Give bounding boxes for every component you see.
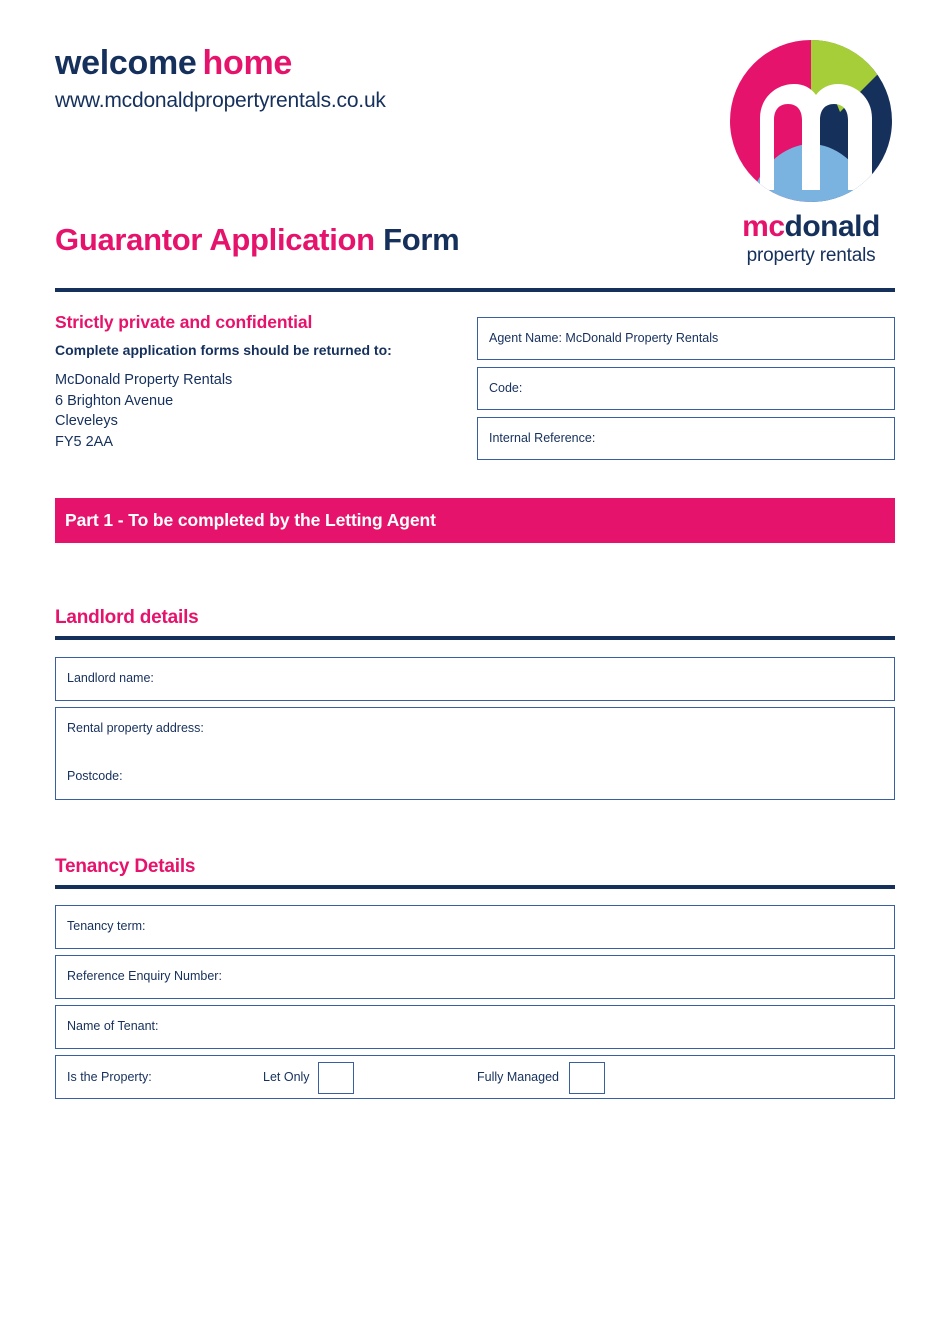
confidential-subheading: Complete application forms should be returned to: <box>55 342 392 358</box>
address-line: Cleveleys <box>55 413 118 430</box>
logo-tagline: property rentals <box>746 245 876 266</box>
property-type-row <box>55 1055 895 1099</box>
tenancy-term-label: Tenancy term: <box>67 919 146 933</box>
company-logo <box>727 40 895 267</box>
internal-reference-field[interactable] <box>477 417 895 460</box>
address-line: 6 Brighton Avenue <box>55 392 174 409</box>
landlord-name-field[interactable] <box>55 657 895 701</box>
agent-fields-group <box>477 317 895 467</box>
let-only-checkbox[interactable] <box>318 1062 354 1094</box>
tenancy-section-heading: Tenancy Details <box>55 856 196 877</box>
landlord-name-label: Landlord name: <box>67 671 154 685</box>
part-1-banner-label: Part 1 - To be completed by the Letting Agent <box>65 510 436 530</box>
address-line: FY5 2AA <box>55 433 114 450</box>
page-title <box>55 222 459 258</box>
welcome-home-strapline <box>55 45 675 82</box>
confidential-heading: Strictly private and confidential <box>55 312 313 332</box>
tenancy-fields-group <box>55 905 895 1105</box>
landlord-section-divider <box>55 636 895 640</box>
landlord-fields-group <box>55 657 895 806</box>
name-of-tenant-field[interactable] <box>55 1005 895 1049</box>
reference-enquiry-number-field[interactable] <box>55 955 895 999</box>
rental-property-address-label: Rental property address: <box>67 721 204 735</box>
internal-reference-label: Internal Reference: <box>489 431 596 445</box>
code-field[interactable] <box>477 367 895 410</box>
let-only-label: Let Only <box>263 1070 310 1084</box>
home-word: home <box>202 44 293 82</box>
brand-header <box>55 45 675 113</box>
welcome-word: welcome <box>55 44 197 82</box>
fully-managed-label: Fully Managed <box>477 1070 559 1084</box>
page-title-secondary: Form <box>383 222 460 257</box>
logo-wordmark-mc: mc <box>742 210 785 243</box>
tenancy-section-divider <box>55 885 895 889</box>
is-the-property-label: Is the Property: <box>67 1070 152 1084</box>
postcode-label: Postcode: <box>67 769 123 783</box>
logo-wordmark-donald: donald <box>784 210 880 243</box>
logo-wordmark <box>727 212 895 242</box>
website-url: www.mcdonaldpropertyrentals.co.uk <box>55 89 386 113</box>
part-1-banner <box>55 498 895 543</box>
agent-name-label: Agent Name: McDonald Property Rentals <box>489 331 719 345</box>
return-address <box>55 370 455 452</box>
reference-enquiry-number-label: Reference Enquiry Number: <box>67 969 222 983</box>
tenancy-term-field[interactable] <box>55 905 895 949</box>
landlord-section-heading: Landlord details <box>55 607 199 628</box>
name-of-tenant-label: Name of Tenant: <box>67 1019 159 1033</box>
fully-managed-checkbox[interactable] <box>569 1062 605 1094</box>
logo-mark-icon <box>730 40 892 202</box>
address-line: McDonald Property Rentals <box>55 372 233 388</box>
page-title-primary: Guarantor Application <box>55 222 375 257</box>
agent-name-field[interactable] <box>477 317 895 360</box>
rental-property-address-field[interactable] <box>55 707 895 800</box>
title-divider <box>55 288 895 292</box>
confidential-block <box>55 312 455 452</box>
code-label: Code: <box>489 381 523 395</box>
